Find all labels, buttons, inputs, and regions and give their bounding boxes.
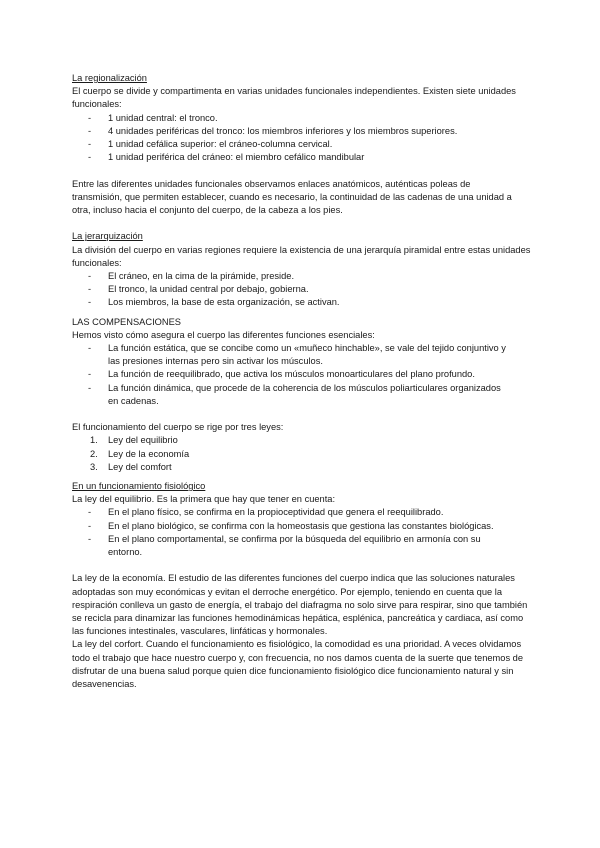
list-item: - Los miembros, la base de esta organización, se activan. [88,297,340,308]
list-item: - En el plano biológico, se confirma con la homeostasis que gestiona las constantes biológicas. [88,520,494,531]
list-equilibrio [72,506,512,559]
paragraph-comfort: La ley del corfort. Cuando el funcionamiento es fisiológico, la comodidad es una prioridad. A veces olvidamos todo el trabajo que hace nuestro cuerpo y, con frecuencia, no nos damos cuenta de la suerte que tenemos de disfrutar de una buena salud porque quien dice funcionamiento fisiológico dice funcionamiento natural y sin desavenencias. [72,639,524,690]
list-item: 3. Ley del comfort [90,461,172,472]
list-item: - 1 unidad cefálica superior: el cráneo-columna cervical. [88,139,333,150]
list-item: 1. Ley del equilibrio [90,435,178,446]
document-page [72,72,532,691]
intro-equilibrio: La ley del equilibrio. Es la primera que hay que tener en cuenta: [72,494,336,505]
laws-intro: El funcionamiento del cuerpo se rige por tres leyes: [72,422,284,433]
list-item: - En el plano comportamental, se confirma por la búsqueda del equilibrio en armonía con su entorno. [88,533,481,558]
intro-regionalizacion: El cuerpo se divide y compartimenta en varias unidades funcionales independientes. Existen siete unidades funcionales: [72,86,516,110]
intro-compensaciones: Hemos visto cómo asegura el cuerpo las diferentes funciones esenciales: [72,329,375,340]
paragraph-enlaces: Entre las diferentes unidades funcionales observamos enlaces anatómicos, auténticas poleas de transmisión, que permiten establecer, cuando es necesario, la continuidad de las cadenas de una unidad a otra, incluso hacia el conjunto del cuerpo, de la cabeza a los pies. [72,178,512,216]
list-item: - La función dinámica, que procede de la coherencia de los músculos poliarticulares organizados en cadenas. [88,382,501,406]
intro-jerarquizacion: La división del cuerpo en varias regiones requiere la existencia de una jerarquía piramidal entre estas unidades funcionales: [72,244,531,268]
list-item: - 1 unidad periférica del cráneo: el miembro cefálico mandibular [88,152,365,163]
list-item: - 4 unidades periféricas del tronco: los miembros inferiores y los miembros superiores. [88,125,458,136]
heading-regionalizacion: La regionalización [72,73,147,83]
list-item: 2. Ley de la economía [90,448,190,459]
paragraph-economia: La ley de la economía. El estudio de las diferentes funciones del cuerpo indica que las soluciones naturales adoptadas son muy económicas y evitan el derroche energético. Por ejemplo, teniendo en cuenta que la respiración conlleva un gasto de energía, el trabajo del diafragma no solo sirve para respirar, sino que también se recicla para dinamizar las funciones hemodinámicas hepática, esplénica, pancreática y cardiaca, así como las funciones intestinales, vasculares, linfáticas y hormonales. [72,573,528,637]
list-item: - La función estática, que se concibe como un «muñeco hinchable», se vale del tejido conjuntivo y las presiones internas pero sin activar los músculos. [88,343,506,367]
list-item: - 1 unidad central: el tronco. [88,112,218,123]
list-funciones [72,342,512,408]
heading-compensaciones: LAS COMPENSACIONES [72,316,182,327]
list-item: - El cráneo, en la cima de la pirámide, preside. [88,271,295,282]
list-item: - En el plano físico, se confirma en la propioceptividad que genera el reequilibrado. [88,507,444,518]
list-item: - La función de reequilibrado, que activa los músculos monoarticulares del plano profundo. [88,369,475,380]
list-leyes [72,434,532,474]
heading-funcionamiento: En un funcionamiento fisiológico [72,481,206,492]
list-regionalizacion [72,112,532,165]
list-jerarquizacion [72,270,532,310]
list-item: - El tronco, la unidad central por debajo, gobierna. [88,284,309,295]
heading-jerarquizacion: La jerarquización [72,231,143,242]
